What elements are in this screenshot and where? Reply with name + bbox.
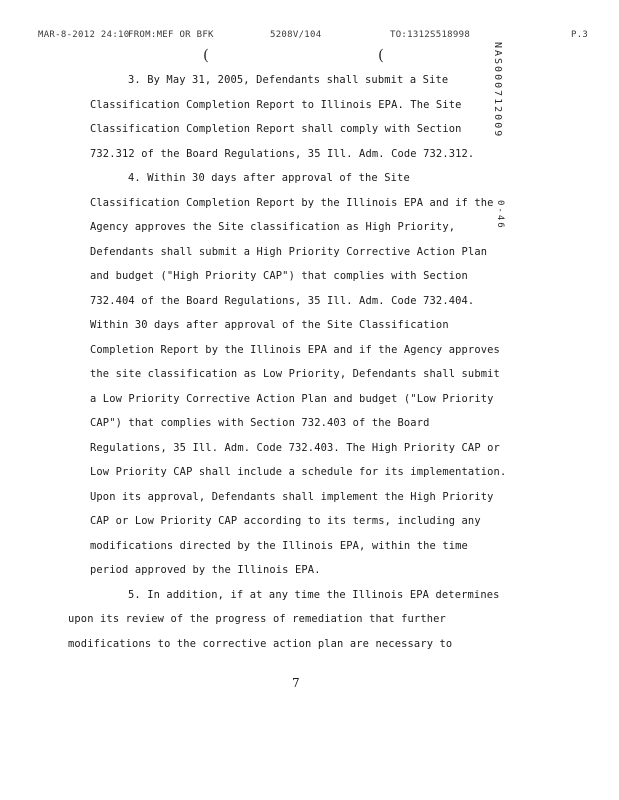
bates-suffix: 0-46 bbox=[495, 200, 505, 230]
body-line: CAP or Low Priority CAP according to its terms, including any bbox=[90, 515, 481, 527]
body-line: Low Priority CAP shall include a schedule for its implementation. bbox=[90, 466, 507, 478]
fax-header bbox=[38, 30, 598, 44]
body-line: Defendants shall submit a High Priority Corrective Action Plan bbox=[90, 245, 488, 258]
body-line: 5. In addition, if at any time the Illinois EPA determines bbox=[128, 588, 500, 601]
body-line: 4. Within 30 days after approval of the Site bbox=[128, 172, 410, 184]
body-line: Completion Report by the Illinois EPA and if the Agency approves bbox=[90, 343, 500, 356]
page-number: 7 bbox=[292, 676, 300, 690]
body-line: Classification Completion Report by the Illinois EPA and if the bbox=[90, 196, 494, 209]
fax-page: P.3 bbox=[571, 30, 589, 40]
body-line: 3. By May 31, 2005, Defendants shall submit a Site bbox=[128, 74, 449, 86]
body-line: Agency approves the Site classification as High Priority, bbox=[90, 221, 456, 233]
body-line: a Low Priority Corrective Action Plan and budget ("Low Priority bbox=[90, 392, 494, 405]
body-line: 732.312 of the Board Regulations, 35 Ill. Adm. Code 732.312. bbox=[90, 147, 475, 160]
fax-date-time: MAR-8-2012 24:10 bbox=[38, 30, 130, 40]
body-line: Within 30 days after approval of the Site Classification bbox=[90, 319, 449, 331]
body-line: CAP") that complies with Section 732.403 of the Board bbox=[90, 417, 430, 429]
body-line: 732.404 of the Board Regulations, 35 Ill. Adm. Code 732.404. bbox=[90, 294, 475, 307]
bates-number: NAS000712009 bbox=[492, 42, 503, 139]
body-line: modifications to the corrective action plan are necessary to bbox=[68, 637, 453, 650]
margin-paren-left: ( bbox=[203, 46, 209, 64]
fax-from: FROM:MEF OR BFK bbox=[128, 30, 214, 40]
fax-number: 5208V/104 bbox=[270, 30, 322, 40]
fax-to: TO:1312S518998 bbox=[390, 30, 471, 40]
margin-paren-right: ( bbox=[378, 46, 384, 64]
body-line: Classification Completion Report shall comply with Section bbox=[90, 123, 462, 135]
body-line: Upon its approval, Defendants shall implement the High Priority bbox=[90, 490, 494, 503]
body-line: Regulations, 35 Ill. Adm. Code 732.403. The High Priority CAP or bbox=[90, 441, 500, 454]
body-line: the site classification as Low Priority, Defendants shall submit bbox=[90, 368, 500, 380]
document-body bbox=[68, 68, 538, 656]
body-line: modifications directed by the Illinois EPA, within the time bbox=[90, 539, 468, 552]
body-line: and budget ("High Priority CAP") that complies with Section bbox=[90, 270, 468, 282]
body-line: period approved by the Illinois EPA. bbox=[90, 564, 321, 576]
body-line: Classification Completion Report to Illinois EPA. The Site bbox=[90, 98, 462, 111]
body-line: upon its review of the progress of remediation that further bbox=[68, 613, 446, 625]
